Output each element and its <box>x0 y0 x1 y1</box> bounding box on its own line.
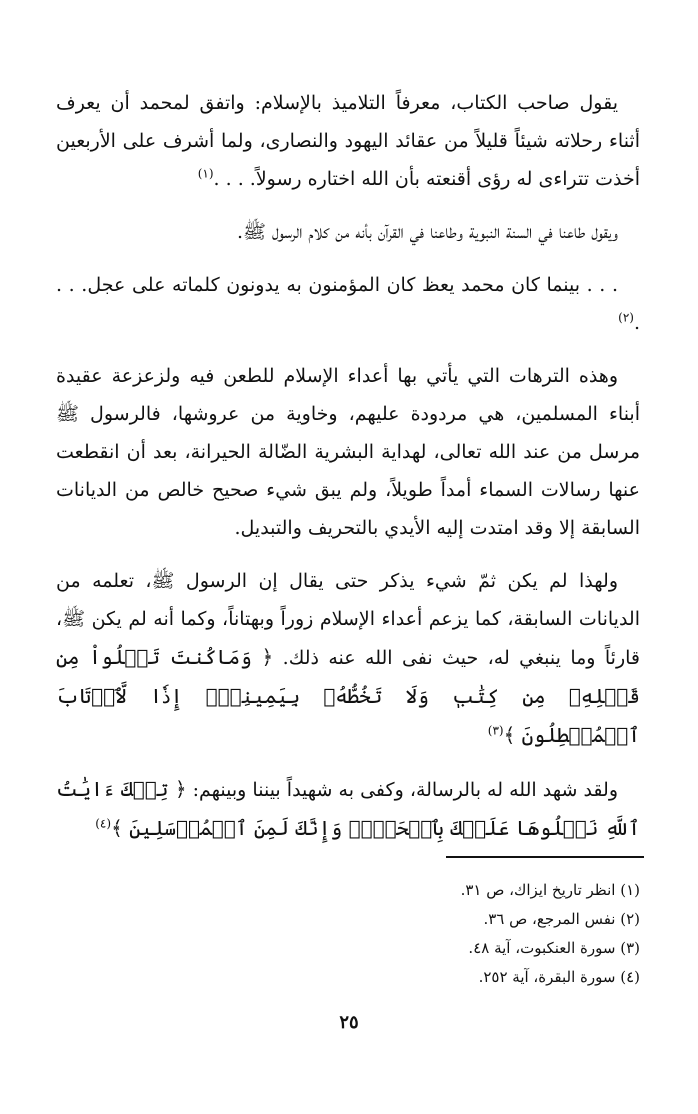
footnote-3: (٣) سورة العنكبوت، آية ٤٨. <box>468 939 640 957</box>
paragraph-2 <box>56 213 640 251</box>
footnote-separator <box>446 856 644 858</box>
page-number: ٢٥ <box>339 1012 359 1033</box>
paragraph-5 <box>56 562 640 755</box>
paragraph-1 <box>56 84 640 198</box>
paragraph-1-text: يقول صاحب الكتاب، معرفاً التلاميذ بالإسلام: واتفق لمحمد أن يعرف أثناء رحلاته شيئاً قليلاً من عقائد اليهود والنصارى، ولما أشرف على الأربعين أخذت تتراءى له رؤى أقنعته بأن الله اختاره رسولاً. . . . <box>56 92 640 190</box>
footnote-ref-1: (١) <box>197 166 214 181</box>
quran-verse-2: ﴿ تِلۡكَ ءَايَٰتُ ٱللَّهِ نَتۡلُوهَا عَلَيۡكَ بِٱلۡحَقِّۚ وَإِنَّكَ لَمِنَ ٱلۡمُرۡسَلِينَ ﴾ <box>56 777 640 840</box>
footnote-4: (٤) سورة البقرة، آية ٢٥٢. <box>478 968 640 986</box>
paragraph-3-text: . . . بينما كان محمد يعظ كان المؤمنون به يدونون كلماته على عجل. . . . <box>56 274 640 334</box>
paragraph-3 <box>56 266 640 342</box>
paragraph-4-text: وهذه الترهات التي يأتي بها أعداء الإسلام للطعن فيه ولزعزعة عقيدة أبناء المسلمين، هي مردودة عليهم، وخاوية من عروشها، فالرسول ﷺ مرسل من عند الله تعالى، لهداية البشرية الضّالة الحيرانة، بعد أن انقطعت عنها رسالات السماء أمداً طويلاً، ولم يبق شيء صحيح خالص من الديانات السابقة إلا وقد امتدت إليه الأيدي بالتحريف والتبديل. <box>56 365 640 539</box>
quran-verse-1: ﴿ وَمَاكُنتَ تَتۡلُواْ مِن قَبۡلِهِۦ مِن كِتَٰبٖ وَلَا تَخُطُّهُۥ بِيَمِينِكَۖ إِذٗا لَّٱرۡتَابَ ٱلۡمُبۡطِلُونَ ﴾ <box>56 645 640 747</box>
footnote-1: (١) انظر تاريخ ايزاك، ص ٣١. <box>460 881 640 899</box>
footnote-ref-4: (٤) <box>95 816 112 831</box>
main-text <box>56 84 640 863</box>
footnotes <box>240 876 640 992</box>
footnote-2: (٢) نفس المرجع، ص ٣٦. <box>483 910 640 928</box>
paragraph-4 <box>56 357 640 547</box>
footnote-ref-2: (٢) <box>618 310 634 325</box>
paragraph-6-text: ولقد شهد الله له بالرسالة، وكفى به شهيداً بيننا وبينهم: <box>192 779 619 801</box>
paragraph-5-text: ولهذا لم يكن ثمّ شيء يذكر حتى يقال إن الرسول ﷺ، تعلمه من الديانات السابقة، كما يزعم أعداء الإسلام زوراً وبهتاناً، وكما أنه لم يكن ﷺ، قارئاً وما ينبغي له، حيث نفى الله عنه ذلك. <box>56 570 641 669</box>
paragraph-2-text: ويقول طاعنا في السنة النبوية وطاعنا في القرآن بأنه من كلام الرسول ﷺ. <box>236 221 618 243</box>
paragraph-6 <box>56 770 640 848</box>
footnote-ref-3: (٣) <box>487 723 504 738</box>
